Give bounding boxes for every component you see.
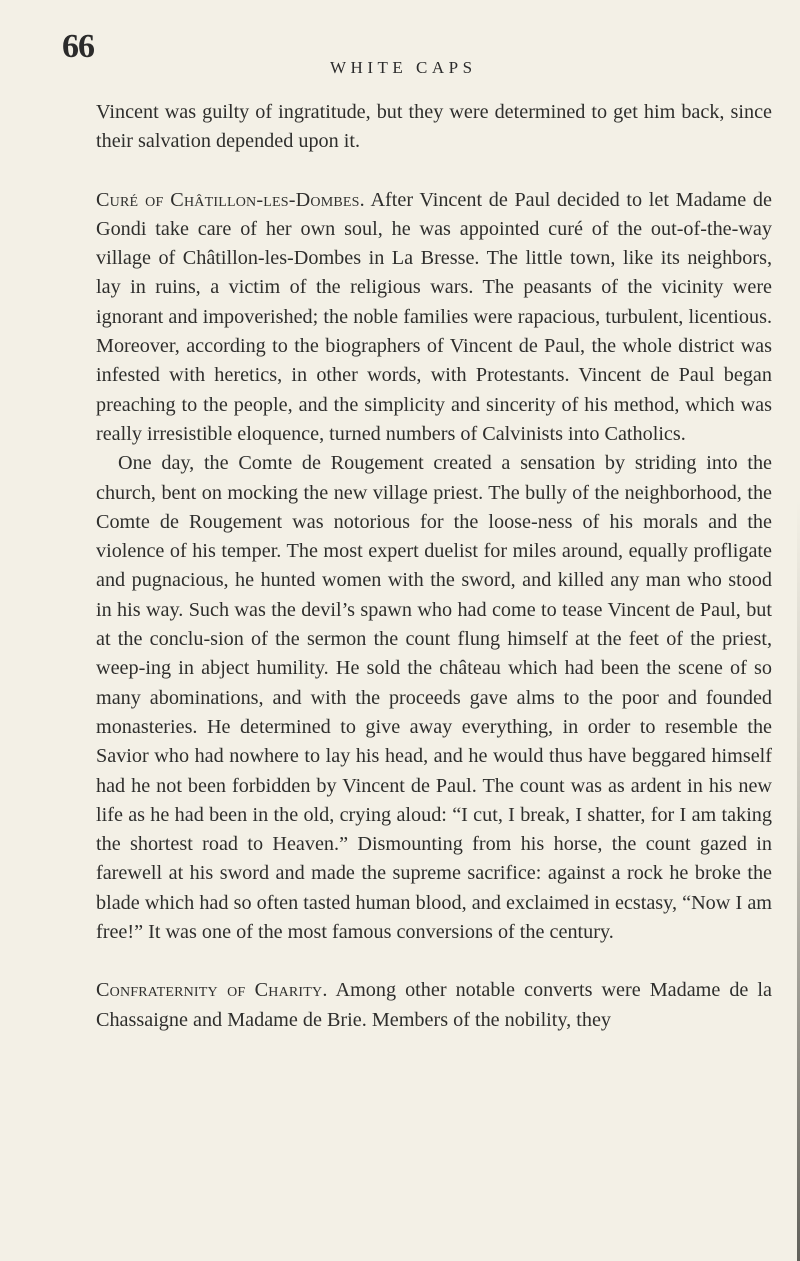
page-number: 66 xyxy=(62,28,94,65)
section-heading-confraternity: Confraternity of Charity. xyxy=(96,979,328,1002)
running-head: WHITE CAPS xyxy=(330,58,477,77)
paragraph-4 xyxy=(96,976,772,1035)
paragraph-2 xyxy=(96,186,772,450)
body-text xyxy=(96,98,772,1035)
paragraph-4-text: Among other notable converts were Madame de la Chassaigne and Madame de Brie. Members of the nobility, they xyxy=(96,979,772,1031)
paragraph-1: Vincent was guilty of ingratitude, but they were determined to get him back, since their salvation depended upon it. xyxy=(96,101,772,153)
paragraph-3: One day, the Comte de Rougement created a sensation by striding into the church, bent on mocking the new village priest. The bully of the neighborhood, the Comte de Rougement was notorious for the loose-ness of his morals and the violence of his temper. The most expert duelist for miles around, equally profligate and pugnacious, he hunted women with the sword, and killed any man who stood in his way. Such was the devil’s spawn who had come to tease Vincent de Paul, but at the conclu-sion of the sermon the count flung himself at the feet of the priest, weep-ing in abject humility. He sold the château which had been the scene of so many abominations, and with the proceeds gave alms to the poor and founded monasteries. He determined to give away everything, in order to resemble the Savior who had nowhere to lay his head, and he would thus have beggared himself had he not been forbidden by Vincent de Paul. The count was as ardent in his new life as he had been in the old, crying aloud: “I cut, I break, I shatter, for I am taking the shortest road to Heaven.” Dismounting from his horse, the count gazed in farewell at his sword and made the supreme sacrifice: against a rock he broke the blade which had so often tasted human blood, and exclaimed in ecstasy, “Now I am free!” It was one of the most famous conversions of the century. xyxy=(96,452,772,944)
paragraph-2-text: After Vincent de Paul decided to let Madame de Gondi take care of her own soul, he was appointed curé of the out-of-the-way village of Châtillon-les-Dombes in La Bresse. The little town, like its neighbors, lay in ruins, a victim of the religious wars. The peasants of the vicinity were ignorant and impoverished; the noble families were rapacious, turbulent, licentious. Moreover, according to the biographers of Vincent de Paul, the whole district was infested with heretics, in other words, with Protestants. Vincent de Paul began preaching to the people, and the simplicity and sincerity of his method, which was really irresistible eloquence, turned numbers of Calvinists into Catholics. xyxy=(96,188,772,445)
section-heading-cure: Curé of Châtillon-les-Dombes. xyxy=(96,188,365,211)
